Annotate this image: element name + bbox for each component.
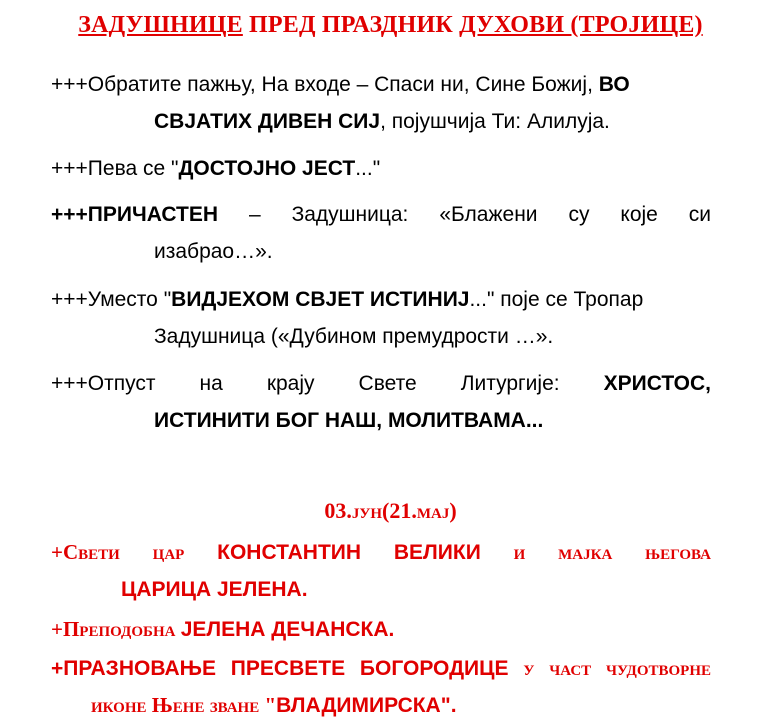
saint-3-line2-c: ". [440, 694, 457, 717]
saint-3-w3: БОГОРОДИЦЕ [359, 657, 509, 680]
item-5-w0: +++Отпуст [51, 372, 156, 395]
saint-2-name: ЈЕЛЕНА ДЕЧАНСКА. [180, 618, 395, 641]
date-month2: мај [416, 499, 450, 523]
saint-1-line2: ЦАРИЦА ЈЕЛЕНА. [121, 578, 308, 601]
saint-3-w5: част [549, 656, 592, 680]
item-1-bold1: ВО [598, 73, 630, 96]
item-1-bold2: СВЈАТИХ ДИВЕН СИЈ [154, 110, 381, 133]
item-4-line2: Задушница («Дубином премудрости …». [154, 325, 554, 348]
title-part2: ПРЕД ПРАЗДНИК [242, 12, 460, 38]
item-3-w4: које [620, 203, 658, 226]
item-5-bold1: ХРИСТОС, [603, 372, 711, 395]
item-5-w2: крају [266, 372, 315, 395]
date-heading [0, 498, 781, 524]
item-5-w3: Свете [358, 372, 417, 395]
item-3-w0: – [248, 203, 261, 226]
item-3-bold: +++ПРИЧАСТЕН [51, 203, 219, 226]
item-4-prefix: +++Уместо " [51, 288, 172, 311]
item-5-line2: ИСТИНИТИ БОГ НАШ, МОЛИТВАМА... [154, 409, 544, 432]
item-1-suffix: , појушчија Ти: Алилуја. [380, 110, 610, 133]
item-3 [51, 196, 711, 270]
saint-3 [51, 650, 711, 726]
item-1 [51, 66, 711, 140]
saint-1-w1: +Свети [51, 540, 120, 564]
saint-1-w5: и [513, 540, 526, 564]
item-5 [51, 365, 711, 439]
item-2-bold: ДОСТОЈНО ЈЕСТ [178, 157, 356, 180]
date-day: 03. [324, 498, 352, 523]
saint-2 [51, 611, 711, 650]
saint-1-w4: ВЕЛИКИ [393, 541, 481, 564]
item-3-w3: су [568, 203, 590, 226]
item-3-w2: «Блажени [439, 203, 538, 226]
item-3-line2: изабрао…». [154, 240, 273, 263]
saint-2-prefix: +Преподобна [51, 617, 181, 641]
item-4-suffix: ..." поје се Тропар [469, 288, 644, 311]
saint-1-w6: мајка [558, 540, 613, 564]
item-2-suffix: ..." [355, 157, 381, 180]
title-part3: ДУХОВИ (ТРОЈИЦЕ) [459, 12, 703, 38]
date-end: ) [449, 498, 457, 523]
item-3-w1: Задушница: [291, 203, 409, 226]
date-month1: јун [351, 499, 383, 523]
saint-3-w4: у [523, 656, 535, 680]
date-mid: (21. [382, 498, 417, 523]
item-2-prefix: +++Пева се " [51, 157, 179, 180]
saint-1-w3: КОНСТАНТИН [217, 541, 362, 564]
saint-1-w7: његова [645, 540, 711, 564]
item-2 [51, 150, 711, 187]
item-5-w1: на [199, 372, 223, 395]
saint-1 [51, 534, 711, 608]
saint-3-w1: +ПРАЗНОВАЊЕ [51, 657, 216, 680]
title-part1: ЗАДУШНИЦЕ [78, 12, 243, 38]
item-4 [51, 281, 711, 355]
saint-3-w6: чудотворне [606, 656, 711, 680]
saint-3-w2: ПРЕСВЕТЕ [230, 657, 346, 680]
page-title [0, 12, 781, 39]
saint-1-w2: цар [152, 540, 185, 564]
item-3-w5: си [688, 203, 711, 226]
saint-3-line2-b: ВЛАДИМИРСКА [276, 694, 441, 717]
saint-3-line2-a: иконе Њене зване " [91, 693, 277, 717]
item-1-prefix: +++Обратите пажњу, На входе – Спаси ни, Сине Божиј, [51, 73, 599, 96]
item-5-w4: Литургије: [460, 372, 560, 395]
item-4-bold: ВИДЈЕХОМ СВЈЕТ ИСТИНИЈ [171, 288, 470, 311]
